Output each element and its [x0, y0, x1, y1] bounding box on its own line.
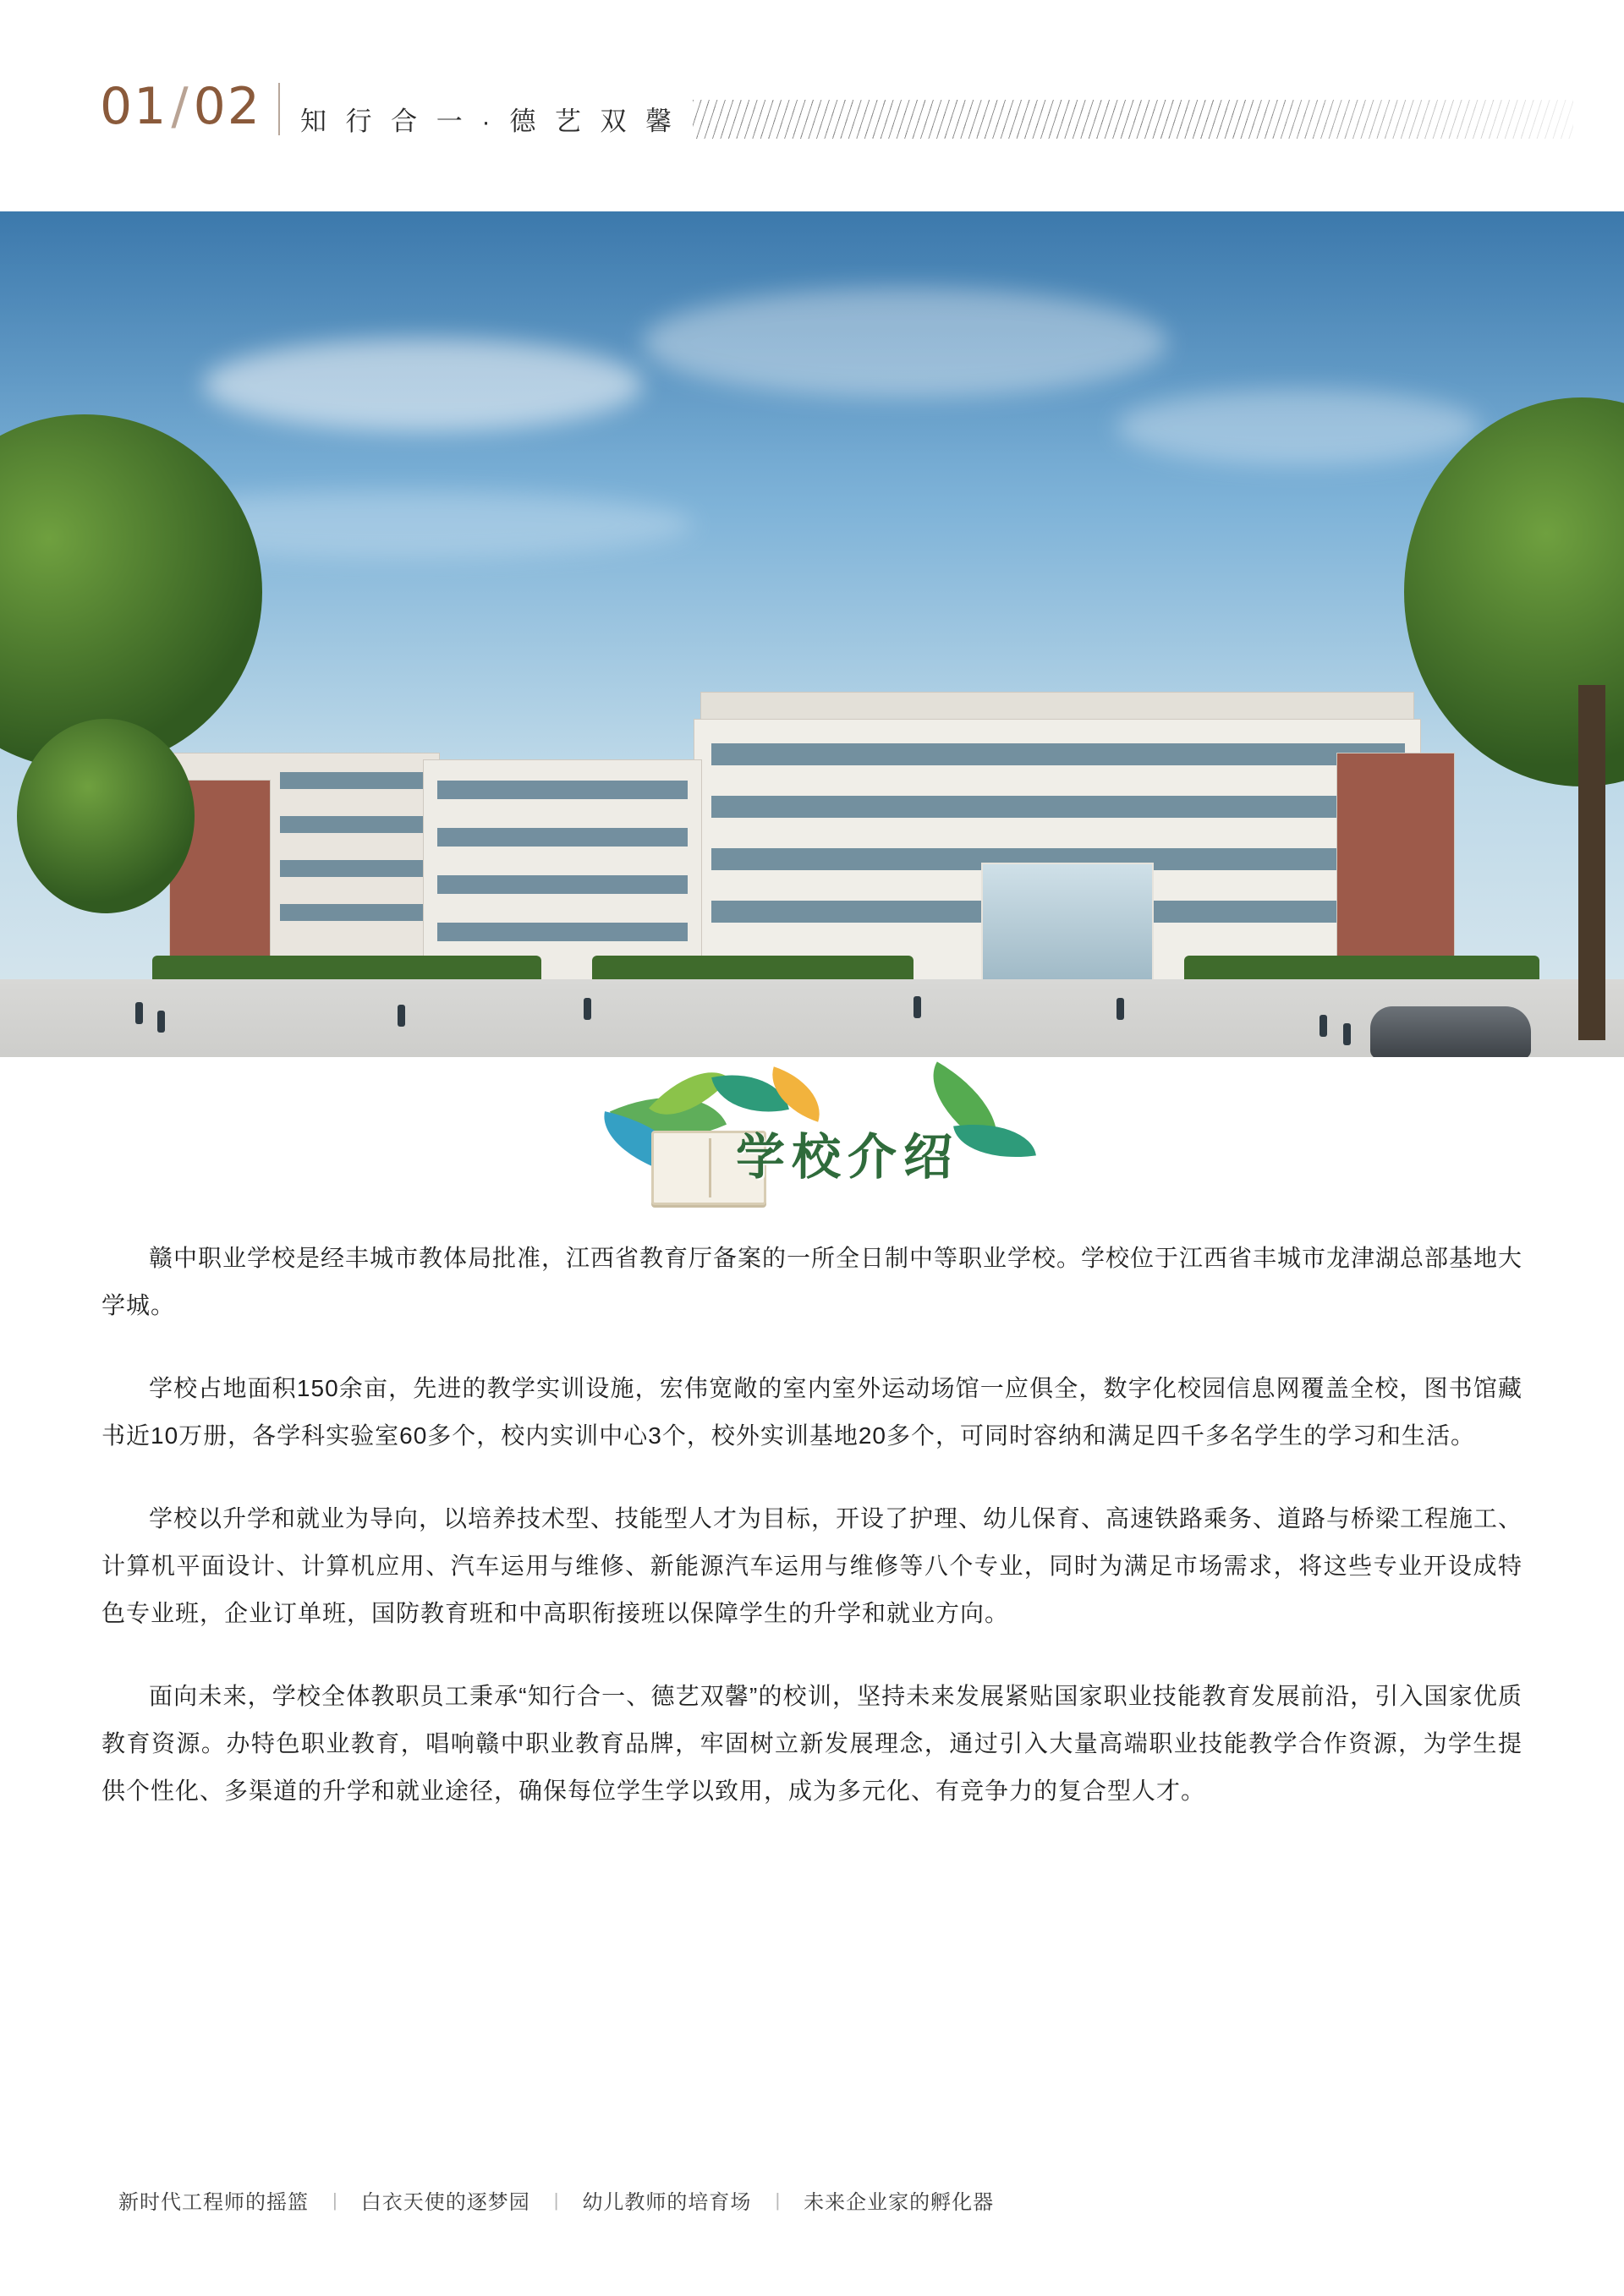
- header-divider: [278, 83, 280, 135]
- page-number-right: 02: [193, 77, 261, 136]
- cloud-decoration: [643, 288, 1167, 397]
- paragraph: 学校占地面积150余亩，先进的教学实训设施，宏伟宽敞的室内室外运动场馆一应俱全，数字化校园信息网覆盖全校，图书馆藏书近10万册，各学科实验室60多个，校内实训中心3个，校外实训基地20多个，可同时容纳和满足四千多名学生的学习和生活。: [102, 1375, 1522, 1449]
- hatch-pattern-decoration: [693, 100, 1573, 139]
- title-illustration: [592, 1070, 1032, 1222]
- tagline: 幼儿教师的培育场: [582, 2191, 752, 2214]
- building-entrance: [981, 863, 1154, 984]
- tagline: 新时代工程师的摇篮: [118, 2191, 309, 2214]
- window-band: [280, 816, 432, 833]
- tagline-separator: |: [553, 2189, 559, 2211]
- cloud-decoration: [203, 338, 643, 431]
- window-band: [711, 796, 1405, 818]
- pedestrian: [157, 1011, 165, 1033]
- paragraph: 赣中职业学校是经丰城市教体局批准，江西省教育厅备案的一所全日制中等职业学校。学校位于江西省丰城市龙津湖总部基地大学城。: [102, 1245, 1523, 1318]
- building-right-brick-block: [1336, 753, 1455, 981]
- tagline-separator: |: [775, 2189, 781, 2211]
- pedestrian: [1320, 1015, 1327, 1037]
- window-band: [280, 860, 432, 877]
- window-band: [711, 743, 1405, 765]
- footer-taglines: [0, 2185, 1624, 2215]
- page-number: [100, 77, 261, 136]
- campus-photo: [0, 211, 1624, 1057]
- pedestrian: [914, 996, 921, 1018]
- article-body: [0, 1235, 1624, 1815]
- cloud-decoration: [1116, 389, 1480, 465]
- pedestrian: [398, 1005, 405, 1027]
- pedestrian: [1343, 1023, 1351, 1045]
- page-number-left: 01: [100, 77, 168, 136]
- tagline: 白衣天使的逐梦园: [360, 2191, 530, 2214]
- building-mid-block: [423, 759, 702, 981]
- tagline: 未来企业家的孵化器: [804, 2191, 995, 2214]
- window-band: [437, 828, 688, 847]
- paragraph: 学校以升学和就业为导向，以培养技术型、技能型人才为目标，开设了护理、幼儿保育、高速铁路乘务、道路与桥梁工程施工、计算机平面设计、计算机应用、汽车运用与维修、新能源汽车运用与维修等八个专业，同时为满足市场需求，将这些专业开设成特色专业班，企业订单班，国防教育班和中高职衔接班以保障学生的升学和就业方向。: [102, 1505, 1523, 1626]
- window-band: [280, 772, 432, 789]
- page-header: [0, 0, 1624, 211]
- header-motto: 知 行 合 一 · 德 艺 双 馨: [299, 107, 678, 136]
- building-roofline: [700, 692, 1414, 722]
- paragraph: 面向未来，学校全体教职员工秉承“知行合一、德艺双馨”的校训，坚持未来发展紧贴国家职业技能教育发展前沿，引入国家优质教育资源。办特色职业教育，唱响赣中职业教育品牌，牢固树立新发展理念，通过引入大量高端职业技能教学合作资源，为学生提供个性化、多渠道的升学和就业途径，确保每位学生学以致用，成为多元化、有竞争力的复合型人才。: [102, 1683, 1522, 1804]
- page-number-separator: /: [171, 77, 190, 136]
- window-band: [280, 904, 432, 921]
- tree-trunk: [1578, 685, 1605, 1040]
- section-title: 学校介绍: [736, 1130, 960, 1185]
- pedestrian: [584, 998, 591, 1020]
- pedestrian: [1116, 998, 1124, 1020]
- pedestrian: [135, 1002, 143, 1024]
- tree-foliage: [17, 719, 195, 913]
- window-band: [437, 923, 688, 941]
- section-title-block: [0, 1057, 1624, 1235]
- window-band: [437, 781, 688, 799]
- car: [1370, 1006, 1531, 1057]
- tagline-separator: |: [332, 2189, 337, 2211]
- window-band: [437, 875, 688, 894]
